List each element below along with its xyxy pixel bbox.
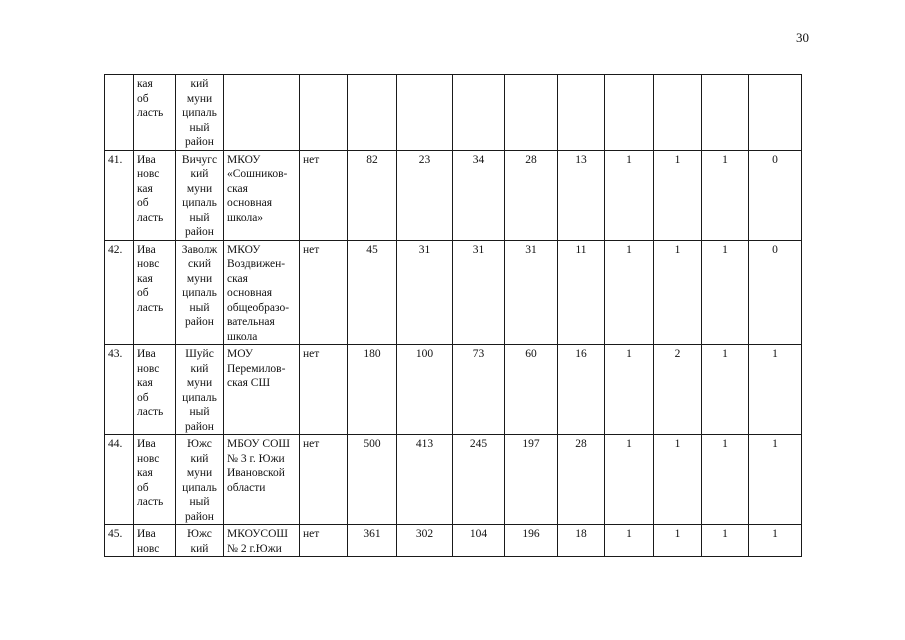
- district-line: район: [185, 226, 214, 238]
- school-line: ская: [227, 272, 248, 285]
- region-line: кая: [137, 377, 153, 389]
- cell-value: 1: [654, 435, 702, 525]
- district-line: ципаль: [182, 287, 217, 299]
- school-line: области: [227, 481, 266, 494]
- district-line: район: [185, 510, 214, 523]
- cell-value: 302: [397, 525, 453, 557]
- cell-number: 42.: [105, 240, 134, 345]
- district-line: Южс: [187, 438, 212, 450]
- cell-value: 361: [348, 525, 397, 557]
- school-line: МКОУ: [227, 153, 261, 166]
- region-line: Ива: [137, 348, 156, 360]
- cell-value: 1: [605, 150, 654, 240]
- district-line: район: [185, 420, 214, 433]
- region-line: новс: [137, 362, 160, 375]
- school-line: общеобразо-: [227, 301, 290, 314]
- district-line: Шуйс: [185, 348, 214, 360]
- region-line: новс: [137, 168, 160, 180]
- cell-region: [134, 345, 176, 435]
- cell-value: 60: [505, 345, 558, 435]
- region-line: Ива: [137, 528, 156, 540]
- cell-value: 0: [749, 240, 802, 345]
- school-line: ская СШ: [227, 377, 271, 389]
- cell-region: [134, 435, 176, 525]
- district-line: Заволж: [181, 243, 218, 256]
- cell-value: 1: [702, 240, 749, 345]
- district-line: муни: [186, 182, 213, 195]
- cell-school: [224, 150, 300, 240]
- table-row-continuation: [105, 75, 802, 151]
- region-line: ласть: [137, 107, 164, 119]
- cell-value: [505, 75, 558, 151]
- cell-value: 196: [505, 525, 558, 557]
- cell-district: [176, 240, 224, 345]
- page-number: 30: [796, 30, 809, 45]
- region-line: об: [137, 391, 149, 404]
- schools-table: [104, 74, 802, 557]
- region-line: кая: [137, 272, 153, 285]
- cell-value: 245: [453, 435, 505, 525]
- region-line: кая: [137, 78, 153, 90]
- district-line: ципаль: [182, 197, 217, 209]
- school-line: МОУ: [227, 348, 254, 360]
- cell-value: 1: [605, 525, 654, 557]
- district-line: кий: [190, 78, 209, 90]
- cell-value: [654, 75, 702, 151]
- cell-value: 45: [348, 240, 397, 345]
- cell-value: [397, 75, 453, 151]
- district-line: ный: [189, 211, 210, 224]
- cell-number: 45.: [105, 525, 134, 557]
- school-line: «Сошников-: [227, 168, 288, 180]
- cell-value: 1: [702, 150, 749, 240]
- cell-value: 104: [453, 525, 505, 557]
- school-line: вательная: [227, 316, 275, 328]
- region-line: Ива: [137, 438, 156, 450]
- cell-district: [176, 525, 224, 557]
- region-line: об: [137, 197, 149, 209]
- school-line: школа»: [227, 211, 264, 224]
- cell-value: 34: [453, 150, 505, 240]
- school-line: Воздвижен-: [227, 258, 286, 270]
- region-line: ласть: [137, 211, 164, 224]
- cell-value: 1: [605, 345, 654, 435]
- cell-number: [105, 75, 134, 151]
- cell-value: 1: [605, 435, 654, 525]
- region-line: об: [137, 481, 149, 494]
- cell-school: [224, 345, 300, 435]
- table-row: [105, 150, 802, 240]
- district-line: Вичугс: [181, 153, 218, 166]
- cell-value: 180: [348, 345, 397, 435]
- cell-district: [176, 345, 224, 435]
- cell-region: [134, 525, 176, 557]
- cell-value: 1: [749, 345, 802, 435]
- cell-value: 31: [397, 240, 453, 345]
- cell-value: [453, 75, 505, 151]
- cell-value: 28: [505, 150, 558, 240]
- cell-value: 1: [702, 525, 749, 557]
- school-line: № 3 г. Южи: [227, 452, 285, 465]
- cell-value: 1: [654, 150, 702, 240]
- region-line: ласть: [137, 406, 164, 418]
- cell-value: 16: [558, 345, 605, 435]
- region-line: новс: [137, 452, 160, 465]
- cell-value: 500: [348, 435, 397, 525]
- table-row: [105, 435, 802, 525]
- cell-value: 0: [749, 150, 802, 240]
- cell-value: 18: [558, 525, 605, 557]
- cell-value: 1: [702, 435, 749, 525]
- school-line: основная: [227, 287, 273, 299]
- district-line: ный: [189, 301, 210, 314]
- district-line: муни: [186, 272, 213, 285]
- district-line: ципаль: [182, 107, 217, 119]
- school-line: Перемилов-: [227, 362, 286, 375]
- school-line: № 2 г.Южи: [227, 542, 282, 555]
- table-row: [105, 240, 802, 345]
- cell-region: [134, 240, 176, 345]
- cell-value: 31: [453, 240, 505, 345]
- cell-value: 1: [749, 525, 802, 557]
- region-line: новс: [137, 542, 160, 555]
- school-line: МБОУ СОШ: [227, 438, 291, 450]
- cell-region: [134, 75, 176, 151]
- cell-school: [224, 435, 300, 525]
- cell-value: [749, 75, 802, 151]
- district-line: район: [185, 316, 214, 328]
- table-row: [105, 525, 802, 557]
- district-line: Южс: [187, 528, 212, 540]
- school-line: школа: [227, 330, 258, 343]
- district-line: муни: [186, 377, 213, 389]
- cell-flag: нет: [300, 345, 348, 435]
- district-line: кий: [190, 542, 209, 555]
- cell-value: 1: [654, 525, 702, 557]
- school-line: ская: [227, 182, 248, 195]
- district-line: муни: [186, 467, 213, 479]
- region-line: кая: [137, 467, 153, 479]
- cell-value: 197: [505, 435, 558, 525]
- cell-value: 100: [397, 345, 453, 435]
- district-line: район: [185, 136, 214, 148]
- cell-value: [348, 75, 397, 151]
- school-line: основная: [227, 197, 273, 209]
- cell-number: 41.: [105, 150, 134, 240]
- district-line: ный: [189, 496, 210, 508]
- region-line: об: [137, 287, 149, 299]
- cell-flag: нет: [300, 525, 348, 557]
- cell-value: 1: [749, 435, 802, 525]
- school-line: Ивановской: [227, 467, 285, 479]
- district-line: ский: [188, 258, 211, 270]
- cell-district: [176, 150, 224, 240]
- cell-value: 73: [453, 345, 505, 435]
- region-line: кая: [137, 182, 153, 195]
- cell-value: 11: [558, 240, 605, 345]
- cell-value: [558, 75, 605, 151]
- cell-flag: [300, 75, 348, 151]
- cell-value: 1: [605, 240, 654, 345]
- district-line: ный: [189, 121, 210, 134]
- cell-value: 413: [397, 435, 453, 525]
- school-line: МКОУ: [227, 243, 261, 256]
- cell-district: [176, 75, 224, 151]
- cell-school: [224, 240, 300, 345]
- district-line: кий: [190, 452, 209, 465]
- region-line: ласть: [137, 496, 164, 508]
- cell-number: 43.: [105, 345, 134, 435]
- cell-value: [702, 75, 749, 151]
- region-line: об: [137, 92, 149, 105]
- cell-value: 28: [558, 435, 605, 525]
- region-line: Ива: [137, 243, 156, 256]
- cell-value: 31: [505, 240, 558, 345]
- cell-flag: нет: [300, 240, 348, 345]
- cell-value: 1: [654, 240, 702, 345]
- district-line: кий: [190, 168, 209, 180]
- table-body: [105, 75, 802, 557]
- cell-district: [176, 435, 224, 525]
- table-row: [105, 345, 802, 435]
- cell-region: [134, 150, 176, 240]
- cell-value: 82: [348, 150, 397, 240]
- region-line: ласть: [137, 301, 164, 314]
- cell-flag: нет: [300, 150, 348, 240]
- region-line: Ива: [137, 153, 156, 166]
- cell-value: 2: [654, 345, 702, 435]
- district-line: ный: [189, 406, 210, 418]
- district-line: ципаль: [182, 481, 217, 494]
- district-line: муни: [186, 92, 213, 105]
- cell-number: 44.: [105, 435, 134, 525]
- cell-value: 13: [558, 150, 605, 240]
- region-line: новс: [137, 258, 160, 270]
- cell-value: [605, 75, 654, 151]
- cell-school: [224, 525, 300, 557]
- district-line: ципаль: [182, 391, 217, 404]
- cell-school: [224, 75, 300, 151]
- district-line: кий: [190, 362, 209, 375]
- cell-value: 1: [702, 345, 749, 435]
- school-line: МКОУСОШ: [227, 528, 288, 540]
- cell-value: 23: [397, 150, 453, 240]
- cell-flag: нет: [300, 435, 348, 525]
